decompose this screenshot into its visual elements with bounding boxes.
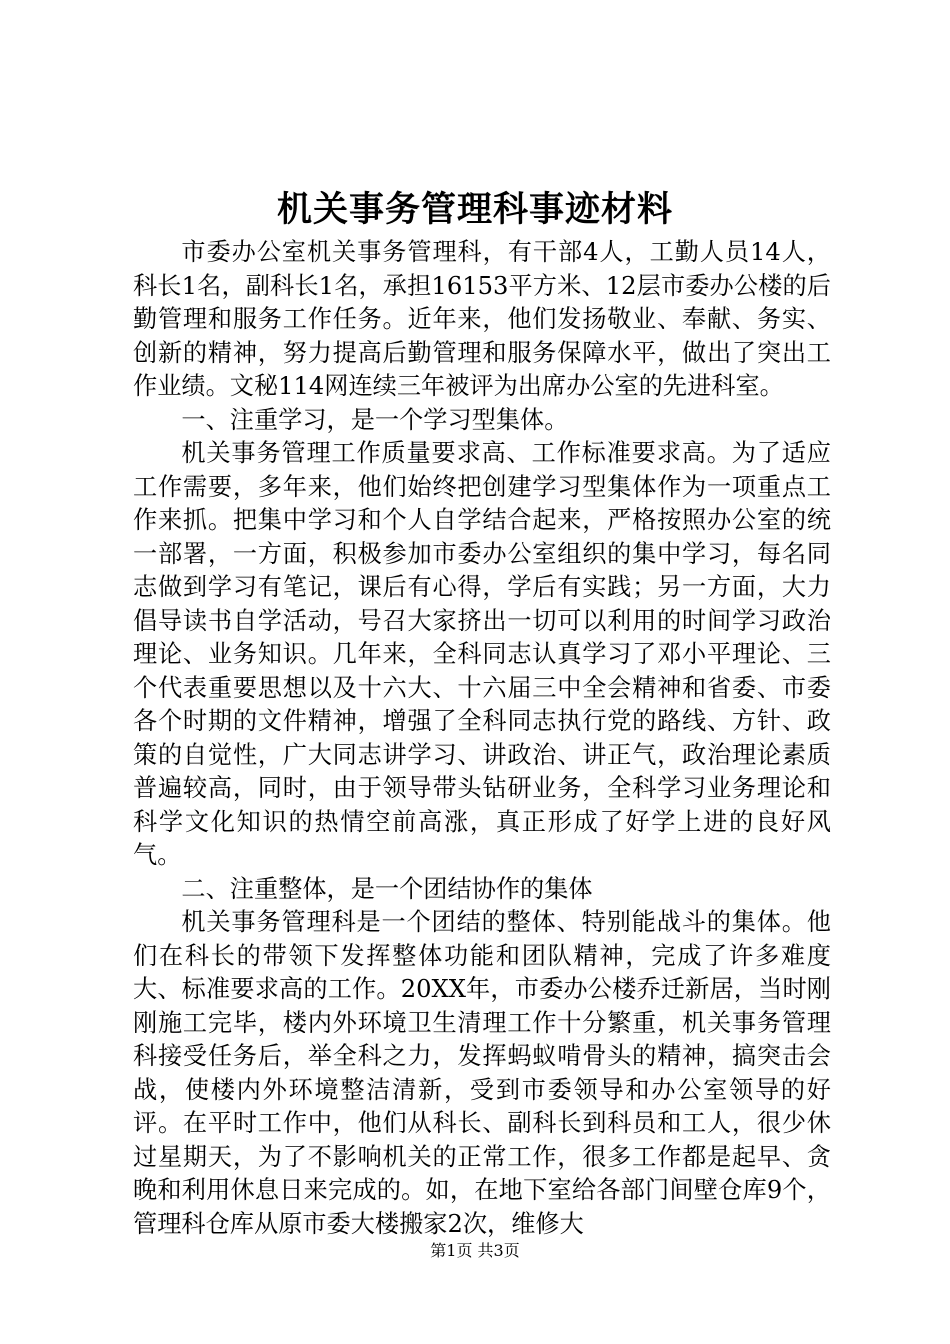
document-title: 机关事务管理科事迹材料	[276, 189, 673, 230]
section-heading-1: 一、注重学习，是一个学习型集体。	[181, 405, 569, 434]
document-body	[133, 236, 831, 1241]
page-number-footer: 第1页 共3页	[430, 1241, 520, 1260]
paragraph-teamwork: 机关事务管理科是一个团结的整体、特别能战斗的集体。他们在科长的带领下发挥整体功能和团队精神，完成了许多难度大、标准要求高的工作。20XX年，市委办公楼乔迁新居，当时刚刚施工完毕，楼内外环境卫生清理工作十分繁重，机关事务管理科接受任务后，举全科之力，发挥蚂蚁啃骨头的精神，搞突击会战，使楼内外环境整洁清新，受到市委领导和办公室领导的好评。在平时工作中，他们从科长、副科长到科员和工人，很少休过星期天，为了不影响机关的正常工作，很多工作都是起早、贪晚和利用休息日来完成的。如，在地下室给各部门间壁仓库9个，管理科仓库从原市委大楼搬家2次，维修大	[133, 908, 831, 1238]
paragraph-intro: 市委办公室机关事务管理科，有干部4人，工勤人员14人，科长1名，副科长1名，承担16153平方米、12层市委办公楼的后勤管理和服务工作任务。近年来，他们发扬敬业、奉献、务实、创新的精神，努力提高后勤管理和服务保障水平，做出了突出工作业绩。文秘114网连续三年被评为出席办公室的先进科室。	[133, 238, 831, 400]
paragraph-study: 机关事务管理工作质量要求高、工作标准要求高。为了适应工作需要，多年来，他们始终把创建学习型集体作为一项重点工作来抓。把集中学习和个人自学结合起来，严格按照办公室的统一部署，一方面，积极参加市委办公室组织的集中学习，每名同志做到学习有笔记，课后有心得，学后有实践；另一方面，大力倡导读书自学活动，号召大家挤出一切可以利用的时间学习政治理论、业务知识。几年来，全科同志认真学习了邓小平理论、三个代表重要思想以及十六大、十六届三中全会精神和省委、市委各个时期的文件精神，增强了全科同志执行党的路线、方针、政策的自觉性，广大同志讲学习、讲政治、讲正气，政治理论素质普遍较高，同时，由于领导带头钻研业务，全科学习业务理论和科学文化知识的热情空前高涨，真正形成了好学上进的良好风气。	[133, 439, 831, 869]
section-heading-2: 二、注重整体，是一个团结协作的集体	[181, 874, 593, 903]
